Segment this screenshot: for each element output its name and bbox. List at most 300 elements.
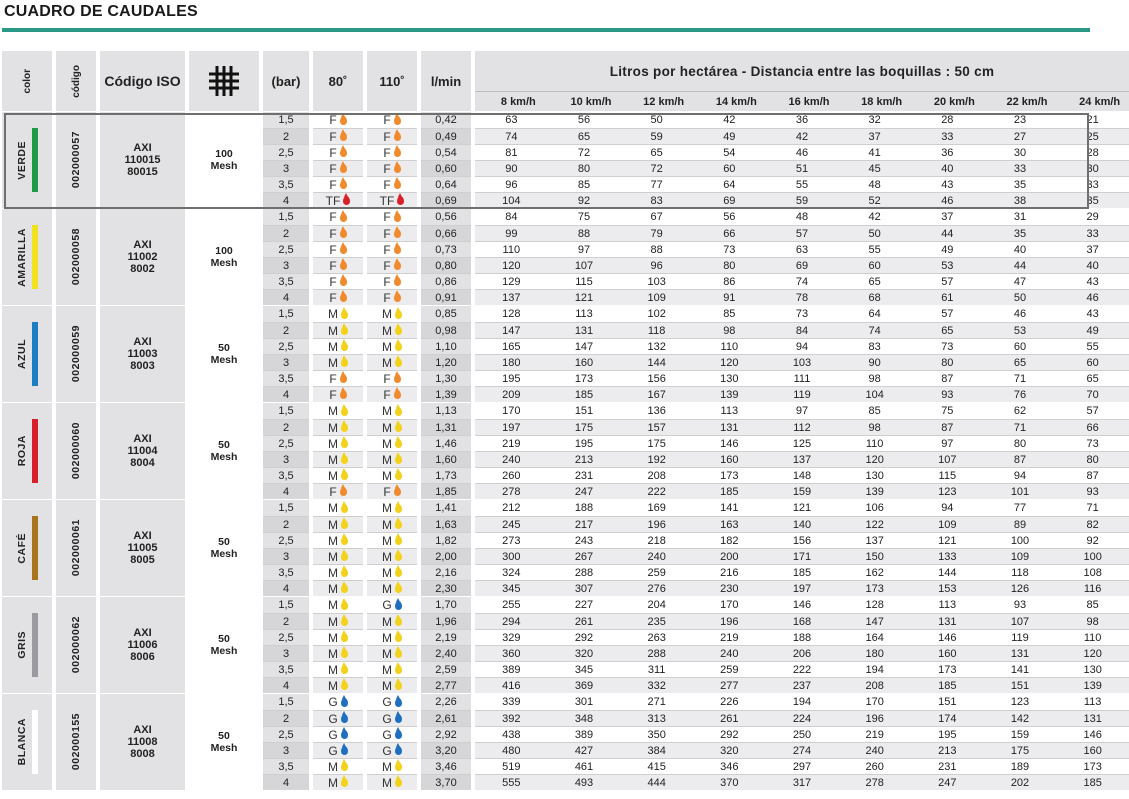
iso-cell — [100, 500, 185, 596]
bar-value: 3,5 — [263, 370, 309, 386]
speed-header: 8 km/h — [500, 95, 536, 108]
lh-value: 65 — [1086, 372, 1099, 385]
lmin-value: 0,42 — [421, 112, 471, 128]
lmin-value: 0,54 — [421, 144, 471, 160]
lh-value: 37 — [1086, 243, 1099, 256]
lh-value: 65 — [1013, 356, 1027, 369]
lh-value: 208 — [865, 679, 884, 692]
lh-value: 261 — [574, 615, 594, 628]
lh-value: 57 — [941, 275, 954, 288]
lh-value: 130 — [1083, 663, 1102, 676]
drop-icon — [341, 730, 348, 739]
product-code: 002000059 — [70, 325, 82, 383]
lh-value: 21 — [1086, 114, 1099, 126]
lmin-value: 2,19 — [421, 629, 471, 645]
lh-value: 438 — [502, 728, 521, 741]
bar-column — [263, 403, 309, 499]
lh-value: 243 — [574, 534, 594, 547]
lh-value: 125 — [792, 437, 812, 450]
lh-value: 60 — [723, 162, 736, 175]
drop-class-cell — [313, 192, 363, 208]
drop-icon — [341, 326, 348, 335]
product-code: 002000058 — [70, 228, 82, 286]
lmin-value: 1,10 — [421, 338, 471, 354]
drop-class-label: F — [329, 371, 337, 386]
lh-value: 218 — [647, 534, 666, 547]
lh-value: 48 — [795, 211, 809, 223]
bar-value: 4 — [263, 289, 309, 305]
lh-value: 175 — [574, 421, 594, 434]
lh-values — [475, 597, 1129, 693]
lh-row — [475, 500, 1129, 516]
lh-value: 100 — [1083, 550, 1102, 563]
bar-value: 4 — [263, 677, 309, 693]
drop-icon — [394, 116, 401, 125]
page-title: CUADRO DE CAUDALES — [4, 3, 198, 20]
drop-class-cell — [367, 370, 417, 386]
drop-class-label: F — [329, 242, 337, 257]
lh-value: 288 — [574, 566, 594, 579]
drop-icon — [340, 213, 347, 222]
lh-row — [475, 532, 1129, 548]
lh-value: 49 — [941, 243, 954, 256]
lh-value: 271 — [647, 696, 666, 708]
drop-class-label: M — [382, 452, 392, 467]
mesh-cell — [189, 209, 259, 305]
lh-value: 107 — [574, 259, 594, 272]
lh-value: 128 — [502, 308, 521, 320]
lmin-value: 1,41 — [421, 500, 471, 516]
drop-class-label: M — [328, 775, 338, 790]
lh-value: 65 — [868, 275, 881, 288]
drop-icon — [395, 730, 402, 739]
lh-value: 49 — [1086, 324, 1099, 337]
lh-row — [475, 645, 1129, 661]
drop-class-cell — [313, 548, 363, 564]
lh-value: 180 — [865, 647, 884, 660]
lh-value: 65 — [941, 324, 954, 337]
lmin-value: 3,70 — [421, 774, 471, 790]
lh-value: 28 — [941, 114, 954, 126]
code-cell — [56, 306, 96, 402]
drop-icon — [394, 390, 401, 399]
mesh-line: 50 — [218, 633, 230, 645]
bar-value: 2,5 — [263, 241, 309, 257]
drop-class-label: M — [382, 420, 392, 435]
color-cell — [2, 209, 52, 305]
drop-class-cell — [367, 710, 417, 726]
lh-value: 55 — [1086, 340, 1099, 353]
lh-value: 170 — [502, 405, 521, 417]
drop-class-cell — [367, 451, 417, 467]
lh-value: 188 — [574, 502, 594, 514]
lh-value: 73 — [941, 340, 954, 353]
bar-value: 3,5 — [263, 661, 309, 677]
lmin-value: 2,26 — [421, 694, 471, 710]
drop-icon — [341, 762, 348, 771]
lh-value: 216 — [720, 566, 739, 579]
drop-icon — [340, 132, 347, 141]
lh-value: 159 — [792, 485, 812, 498]
lh-value: 80 — [941, 356, 954, 369]
drop-icon — [340, 148, 347, 157]
iso-code-line: AXI — [133, 142, 152, 154]
lh-value: 348 — [574, 712, 594, 725]
lh-row — [475, 613, 1129, 629]
lh-value: 196 — [720, 615, 739, 628]
iso-code-line: 8004 — [130, 457, 155, 469]
drop-class-label: F — [383, 177, 391, 192]
lh-values — [475, 306, 1129, 402]
lh-value: 49 — [723, 130, 736, 143]
drop-icon — [341, 649, 348, 658]
lh-value: 345 — [574, 663, 594, 676]
lh-value: 519 — [502, 760, 521, 773]
drop-class-label: M — [382, 630, 392, 645]
lh-value: 156 — [792, 534, 812, 547]
lh-row — [475, 112, 1129, 128]
lh-value: 79 — [650, 227, 663, 240]
lh-value: 200 — [720, 550, 739, 563]
drop-icon — [395, 617, 402, 626]
drop-class-label: F — [329, 177, 337, 192]
lh-value: 173 — [1083, 760, 1102, 773]
lh-value: 85 — [577, 178, 591, 191]
lh-value: 151 — [938, 696, 957, 708]
mesh-line: Mesh — [210, 160, 238, 172]
drop-class-label: M — [328, 517, 338, 532]
lh-row — [475, 774, 1129, 790]
lh-value: 148 — [792, 469, 812, 482]
lh-value: 53 — [1013, 324, 1027, 337]
header-80: 80˚ — [313, 51, 363, 111]
lh-row — [475, 192, 1129, 208]
drop-icon — [341, 584, 348, 593]
lh-row — [475, 467, 1129, 483]
drop-icon — [341, 633, 348, 642]
drop-class-cell — [313, 225, 363, 241]
lh-value: 71 — [1013, 421, 1027, 434]
iso-cell — [100, 209, 185, 305]
iso-code-line: 11008 — [127, 736, 158, 748]
bar-value: 2,5 — [263, 532, 309, 548]
drop-class-label: M — [382, 533, 392, 548]
iso-code-line: AXI — [133, 336, 152, 348]
lh-row — [475, 694, 1129, 710]
lh-value: 140 — [792, 518, 812, 531]
lh-value: 63 — [505, 114, 518, 126]
color-cell — [2, 306, 52, 402]
speed-header: 22 km/h — [1006, 95, 1048, 108]
drop-class-label: M — [382, 436, 392, 451]
drop-class-cell — [367, 435, 417, 451]
color-name: CAFÉ — [16, 532, 28, 564]
lmin-value: 1,70 — [421, 597, 471, 613]
lh-value: 555 — [502, 776, 521, 789]
lh-value: 38 — [1013, 194, 1027, 207]
code-cell — [56, 403, 96, 499]
lh-value: 131 — [720, 421, 739, 434]
lh-value: 194 — [792, 696, 812, 708]
drop-class-label: M — [328, 614, 338, 629]
lh-value: 71 — [1013, 372, 1027, 385]
lh-value: 345 — [502, 582, 521, 595]
lmin-value: 1,39 — [421, 386, 471, 402]
speed-header: 24 km/h — [1079, 95, 1121, 108]
lh-row — [475, 209, 1129, 225]
drop-class-cell — [313, 500, 363, 516]
drop-icon — [395, 455, 402, 464]
drop-class-cell — [367, 548, 417, 564]
lh-value: 113 — [720, 405, 739, 417]
lh-value: 56 — [723, 211, 736, 223]
lh-value: 126 — [1010, 582, 1030, 595]
lh-value: 231 — [574, 469, 594, 482]
lh-value: 57 — [1086, 405, 1099, 417]
mesh-line: Mesh — [210, 742, 238, 754]
lh-value: 60 — [1013, 340, 1027, 353]
lh-value: 122 — [865, 518, 884, 531]
lh-value: 195 — [502, 372, 521, 385]
bar-value: 2 — [263, 419, 309, 435]
lh-value: 85 — [868, 405, 881, 417]
lh-row — [475, 451, 1129, 467]
mesh-cell — [189, 403, 259, 499]
drop-icon — [395, 504, 402, 513]
drop-icon — [395, 584, 402, 593]
drop-class-label: M — [328, 468, 338, 483]
lh-values — [475, 500, 1129, 596]
lh-value: 332 — [647, 679, 666, 692]
lh-value: 75 — [941, 405, 954, 417]
mesh-line: Mesh — [210, 645, 238, 657]
lh-value: 157 — [647, 421, 666, 434]
drop-class-label: M — [382, 662, 392, 677]
drop-icon — [394, 245, 401, 254]
drop-class-label: G — [382, 743, 392, 758]
lh-value: 88 — [650, 243, 663, 256]
lh-value: 103 — [647, 275, 666, 288]
drop-class-label: G — [328, 711, 338, 726]
drop-class-label: M — [382, 581, 392, 596]
lmin-value: 2,77 — [421, 677, 471, 693]
drop-class-label: M — [382, 307, 392, 321]
lh-value: 185 — [720, 485, 739, 498]
bar-value: 2,5 — [263, 338, 309, 354]
lh-value: 123 — [938, 485, 957, 498]
bar-value: 2,5 — [263, 726, 309, 742]
drop-icon — [340, 293, 347, 302]
lh-value: 98 — [723, 324, 736, 337]
lh-value: 66 — [1086, 421, 1099, 434]
drop-icon — [395, 698, 402, 707]
lh-value: 159 — [1010, 728, 1030, 741]
drop-class-cell — [313, 338, 363, 354]
lmin-value: 0,49 — [421, 128, 471, 144]
bar-column — [263, 500, 309, 596]
lh-row — [475, 742, 1129, 758]
lh-value: 96 — [505, 178, 518, 191]
bar-value: 2,5 — [263, 144, 309, 160]
drop-icon — [395, 552, 402, 561]
lh-row — [475, 370, 1129, 386]
drop-class-label: F — [383, 258, 391, 273]
lh-value: 160 — [574, 356, 594, 369]
lh-value: 130 — [865, 469, 884, 482]
lh-row — [475, 386, 1129, 402]
drop-class-cell — [313, 742, 363, 758]
lh-row — [475, 160, 1129, 176]
lh-value: 121 — [938, 534, 957, 547]
lh-value: 97 — [795, 405, 809, 417]
iso-code-line: 11003 — [127, 348, 158, 360]
code-cell — [56, 597, 96, 693]
lh-value: 104 — [502, 194, 521, 207]
drop-class-label: G — [382, 727, 392, 742]
drop-icon — [341, 681, 348, 690]
lmin-value: 3,20 — [421, 742, 471, 758]
drop-class-label: M — [328, 646, 338, 661]
iso-code-line: 110015 — [124, 154, 161, 166]
drop-icon — [395, 326, 402, 335]
lh-row — [475, 144, 1129, 160]
bar-value: 3 — [263, 742, 309, 758]
drop-class-cell — [367, 694, 417, 710]
lh-value: 202 — [1010, 776, 1030, 789]
bar-column — [263, 112, 309, 208]
speed-header: 20 km/h — [933, 95, 975, 108]
bar-column — [263, 209, 309, 305]
bar-value: 1,5 — [263, 306, 309, 322]
lh-value: 245 — [502, 518, 521, 531]
product-code: 002000060 — [70, 422, 82, 480]
lh-value: 185 — [792, 566, 812, 579]
lh-value: 59 — [650, 130, 663, 143]
lh-row — [475, 306, 1129, 322]
code-cell — [56, 112, 96, 208]
iso-cell — [100, 403, 185, 499]
lh-value: 160 — [938, 647, 957, 660]
lmin-value: 0,69 — [421, 192, 471, 208]
drop-class-label: F — [329, 145, 337, 160]
drop-icon — [340, 164, 347, 173]
lh-value: 212 — [502, 502, 521, 514]
lh-value: 41 — [868, 146, 881, 159]
mesh-line: Mesh — [210, 354, 238, 366]
lh-value: 68 — [868, 291, 881, 304]
drop-class-cell — [367, 532, 417, 548]
code-cell — [56, 209, 96, 305]
lmin-column — [421, 306, 471, 402]
drop-class-cell — [313, 419, 363, 435]
lh-value: 185 — [1083, 776, 1102, 789]
lh-value: 87 — [1013, 453, 1027, 466]
drop-class-cell — [313, 710, 363, 726]
drop-icon — [341, 552, 348, 561]
drop-class-label: F — [383, 210, 391, 224]
lh-value: 36 — [795, 114, 809, 126]
lh-row — [475, 677, 1129, 693]
drop-class-cell — [313, 661, 363, 677]
lh-value: 93 — [941, 388, 954, 401]
drop-class-label: M — [382, 501, 392, 515]
lh-value: 46 — [1086, 291, 1099, 304]
lh-value: 171 — [792, 550, 812, 563]
angle-80-column — [313, 597, 363, 693]
lh-value: 219 — [865, 728, 884, 741]
drop-icon — [394, 213, 401, 222]
lh-value: 80 — [1086, 453, 1099, 466]
drop-class-label: M — [328, 420, 338, 435]
lh-value: 206 — [792, 647, 812, 660]
drop-class-label: G — [328, 727, 338, 742]
drop-class-label: M — [382, 339, 392, 354]
lh-value: 317 — [792, 776, 812, 789]
drop-class-cell — [313, 774, 363, 790]
drop-class-cell — [313, 128, 363, 144]
drop-class-cell — [367, 144, 417, 160]
lh-value: 84 — [505, 211, 518, 223]
color-name: ROJA — [16, 435, 28, 467]
drop-icon — [340, 116, 347, 125]
lh-value: 110 — [720, 340, 739, 353]
drop-class-cell — [313, 677, 363, 693]
lh-value: 33 — [1086, 178, 1099, 191]
lh-value: 46 — [1013, 308, 1027, 320]
lh-value: 33 — [1013, 162, 1027, 175]
lh-value: 146 — [720, 437, 739, 450]
drop-icon — [341, 455, 348, 464]
drop-class-cell — [367, 192, 417, 208]
lh-value: 74 — [505, 130, 518, 143]
lh-value: 300 — [502, 550, 521, 563]
drop-class-label: F — [329, 113, 337, 127]
lh-value: 240 — [647, 550, 666, 563]
lh-value: 350 — [647, 728, 666, 741]
lh-value: 173 — [574, 372, 594, 385]
lh-value: 90 — [505, 162, 518, 175]
bar-value: 1,5 — [263, 112, 309, 128]
lh-value: 84 — [795, 324, 809, 337]
lh-row — [475, 726, 1129, 742]
lh-value: 292 — [574, 631, 594, 644]
lh-value: 40 — [1013, 243, 1027, 256]
drop-icon — [395, 746, 402, 755]
angle-80-column — [313, 112, 363, 208]
lh-value: 196 — [865, 712, 884, 725]
drop-class-label: M — [382, 323, 392, 338]
drop-class-cell — [313, 354, 363, 370]
lh-value: 389 — [502, 663, 521, 676]
lh-value: 160 — [720, 453, 739, 466]
lh-value: 97 — [577, 243, 591, 256]
mesh-line: Mesh — [210, 451, 238, 463]
lh-value: 301 — [574, 696, 594, 708]
drop-icon — [394, 132, 401, 141]
iso-code-line: AXI — [133, 530, 152, 542]
drop-icon — [397, 196, 404, 205]
drop-class-cell — [313, 144, 363, 160]
lmin-value: 1,60 — [421, 451, 471, 467]
drop-icon — [395, 439, 402, 448]
lh-value: 324 — [502, 566, 521, 579]
drop-class-cell — [367, 629, 417, 645]
lh-value: 132 — [647, 340, 666, 353]
lh-row — [475, 483, 1129, 499]
lh-value: 147 — [502, 324, 521, 337]
lh-value: 137 — [502, 291, 521, 304]
lh-value: 107 — [1010, 615, 1030, 628]
